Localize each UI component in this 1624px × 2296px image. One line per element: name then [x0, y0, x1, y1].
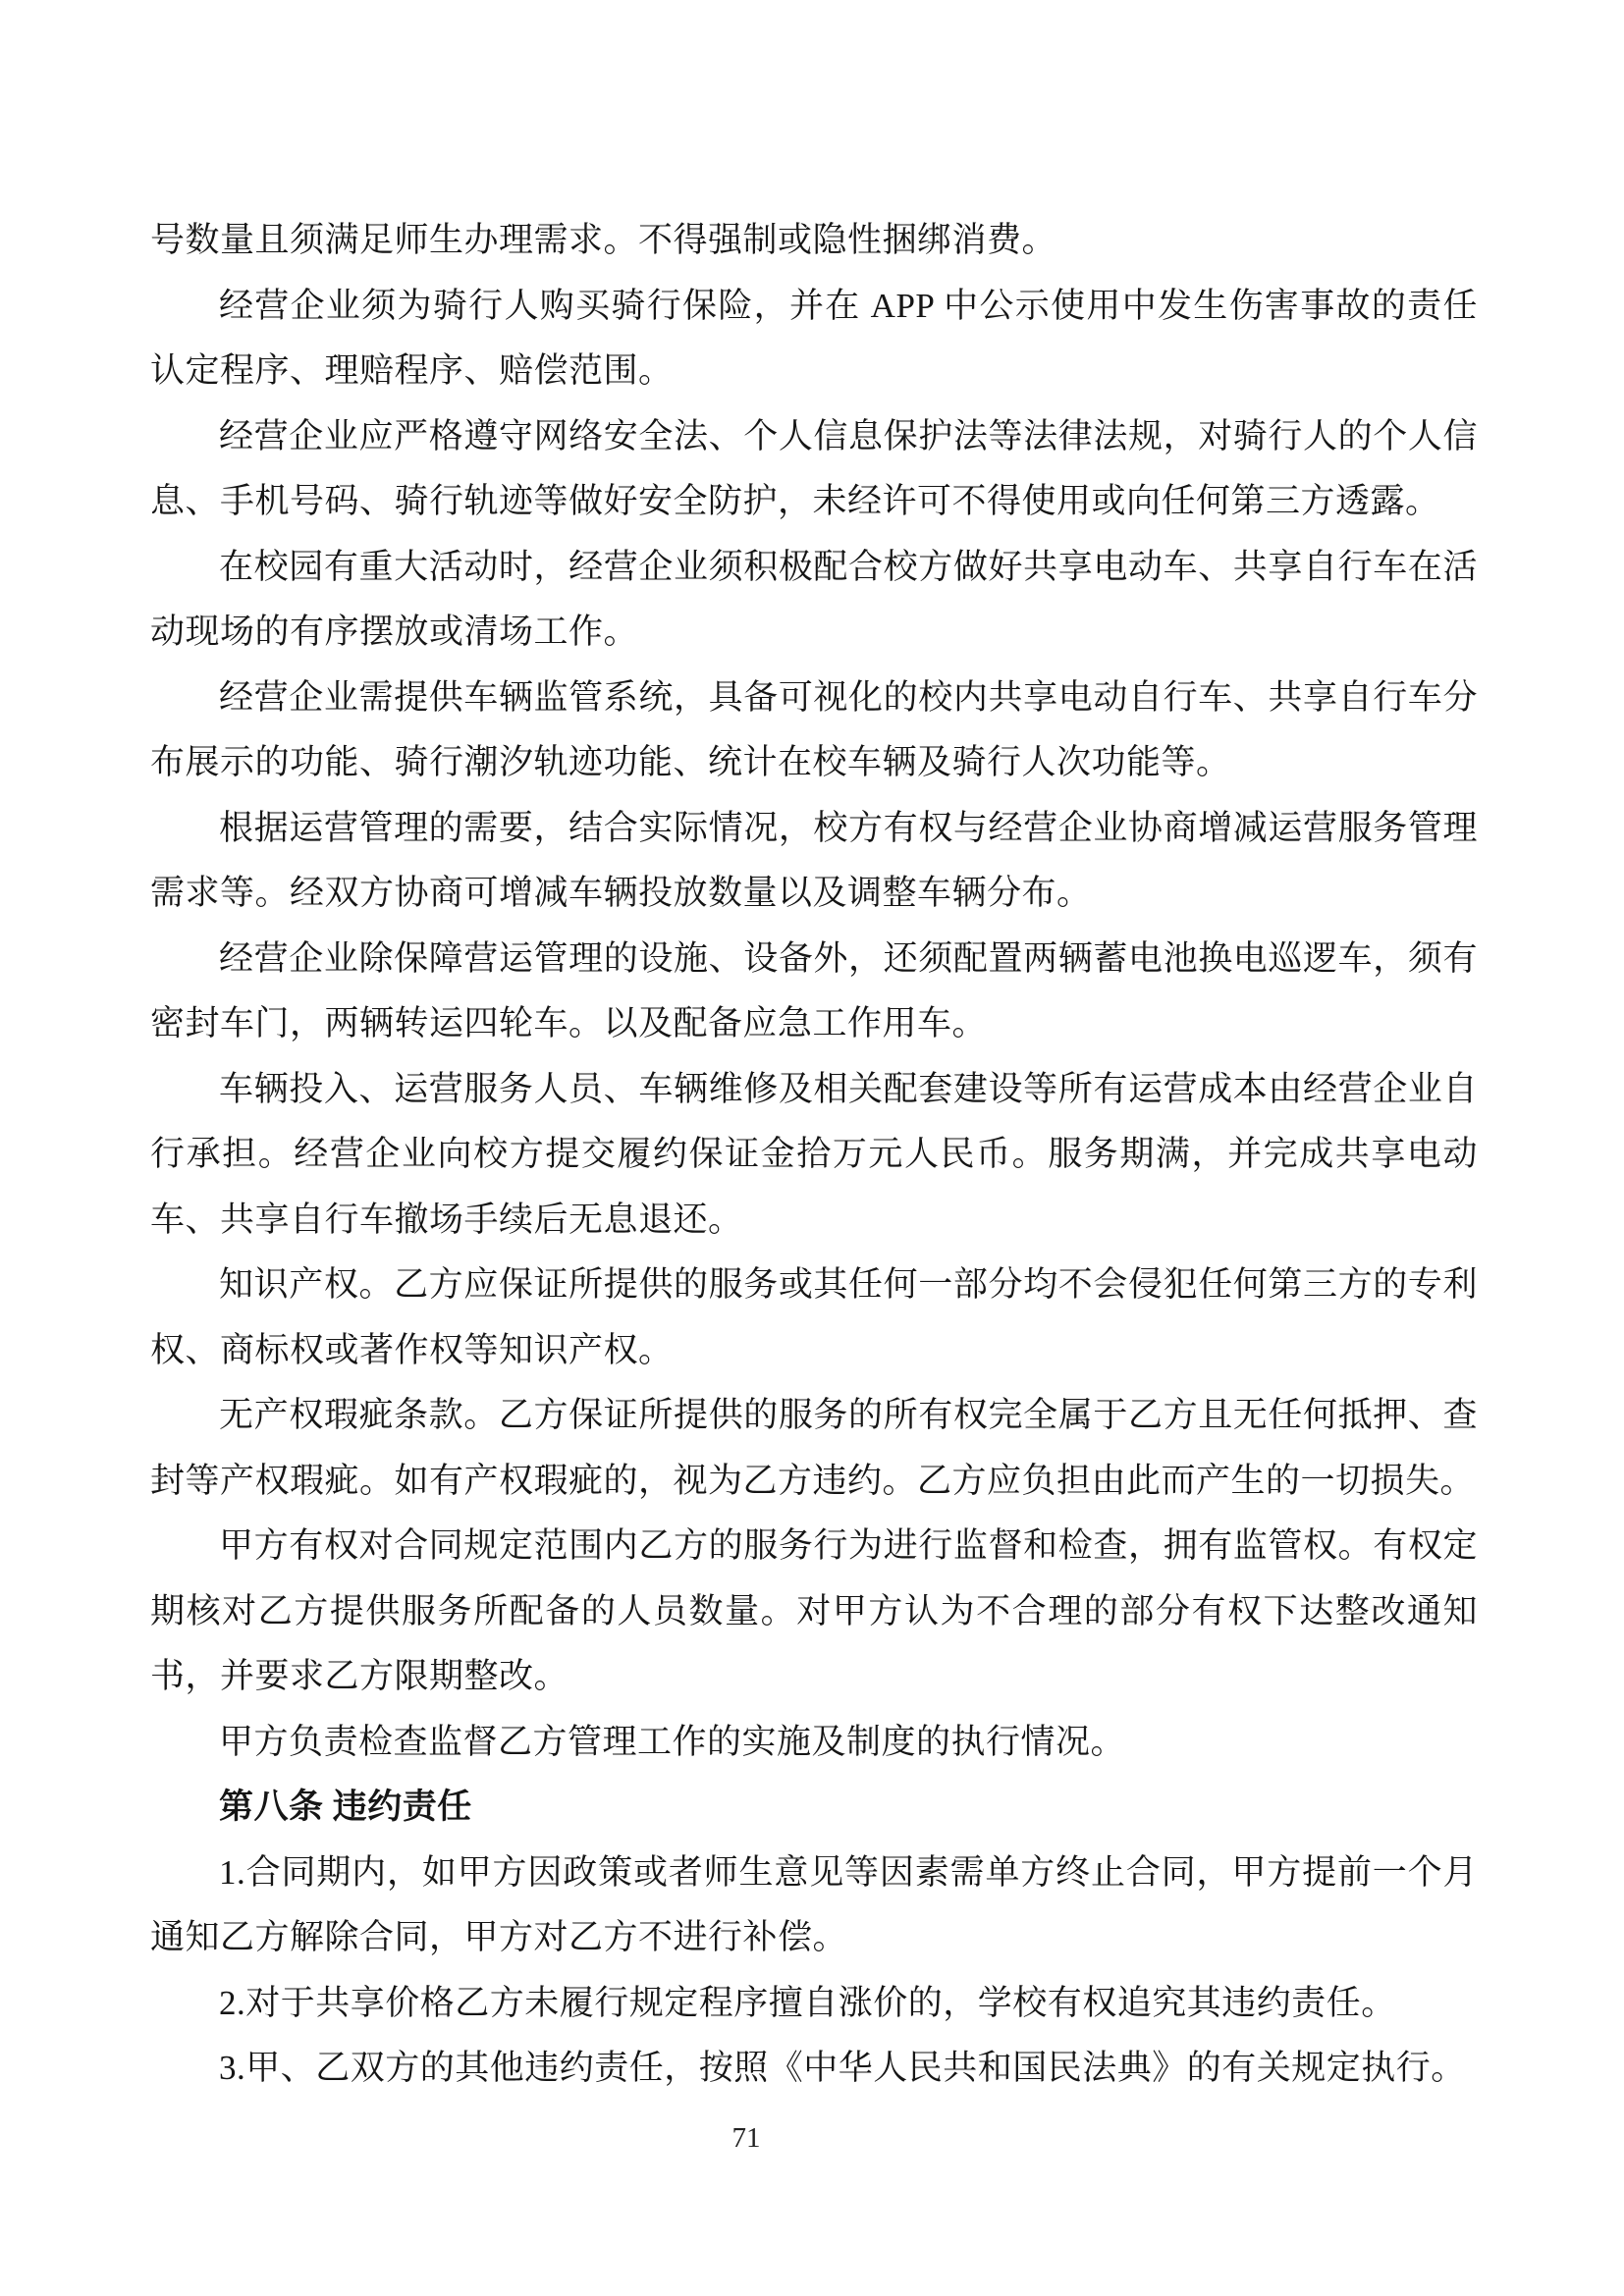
- paragraph: 经营企业须为骑行人购买骑行保险，并在 APP 中公示使用中发生伤害事故的责任认定程序、理赔程序、赔偿范围。: [150, 286, 1478, 390]
- paragraph: 号数量且须满足师生办理需求。不得强制或隐性捆绑消费。: [150, 221, 1057, 259]
- paragraph: 经营企业应严格遵守网络安全法、个人信息保护法等法律法规，对骑行人的个人信息、手机号码、骑行轨迹等做好安全防护，未经许可不得使用或向任何第三方透露。: [150, 416, 1478, 520]
- paragraph: 知识产权。乙方应保证所提供的服务或其任何一部分均不会侵犯任何第三方的专利权、商标权或著作权等知识产权。: [150, 1265, 1478, 1369]
- paragraph: 经营企业需提供车辆监管系统，具备可视化的校内共享电动自行车、共享自行车分布展示的功能、骑行潮汐轨迹功能、统计在校车辆及骑行人次功能等。: [150, 677, 1478, 781]
- document-body: [150, 208, 1478, 2102]
- paragraph: 1.合同期内，如甲方因政策或者师生意见等因素需单方终止合同，甲方提前一个月通知乙方解除合同，甲方对乙方不进行补偿。: [150, 1852, 1478, 1956]
- paragraph: 经营企业除保障营运管理的设施、设备外，还须配置两辆蓄电池换电巡逻车，须有密封车门，两辆转运四轮车。以及配备应急工作用车。: [150, 938, 1478, 1042]
- paragraph: 2.对于共享价格乙方未履行规定程序擅自涨价的，学校有权追究其违约责任。: [219, 1983, 1396, 2022]
- paragraph: 3.甲、乙双方的其他违约责任，按照《中华人民共和国民法典》的有关规定执行。: [219, 2049, 1466, 2087]
- page-number: 71: [731, 2122, 761, 2154]
- paragraph: 在校园有重大活动时，经营企业须积极配合校方做好共享电动车、共享自行车在活动现场的有序摆放或清场工作。: [150, 547, 1478, 651]
- paragraph: 车辆投入、运营服务人员、车辆维修及相关配套建设等所有运营成本由经营企业自行承担。经营企业向校方提交履约保证金拾万元人民币。服务期满，并完成共享电动车、共享自行车撤场手续后无息退还。: [150, 1069, 1478, 1239]
- paragraph: 无产权瑕疵条款。乙方保证所提供的服务的所有权完全属于乙方且无任何抵押、查封等产权瑕疵。如有产权瑕疵的，视为乙方违约。乙方应负担由此而产生的一切损失。: [150, 1396, 1478, 1500]
- paragraph: 甲方负责检查监督乙方管理工作的实施及制度的执行情况。: [219, 1722, 1126, 1761]
- paragraph: 根据运营管理的需要，结合实际情况，校方有权与经营企业协商增减运营服务管理需求等。经双方协商可增减车辆投放数量以及调整车辆分布。: [150, 808, 1478, 912]
- section-heading-article-8: 第八条 违约责任: [219, 1788, 472, 1826]
- paragraph: 甲方有权对合同规定范围内乙方的服务行为进行监督和检查，拥有监管权。有权定期核对乙方提供服务所配备的人员数量。对甲方认为不合理的部分有权下达整改通知书，并要求乙方限期整改。: [150, 1526, 1478, 1695]
